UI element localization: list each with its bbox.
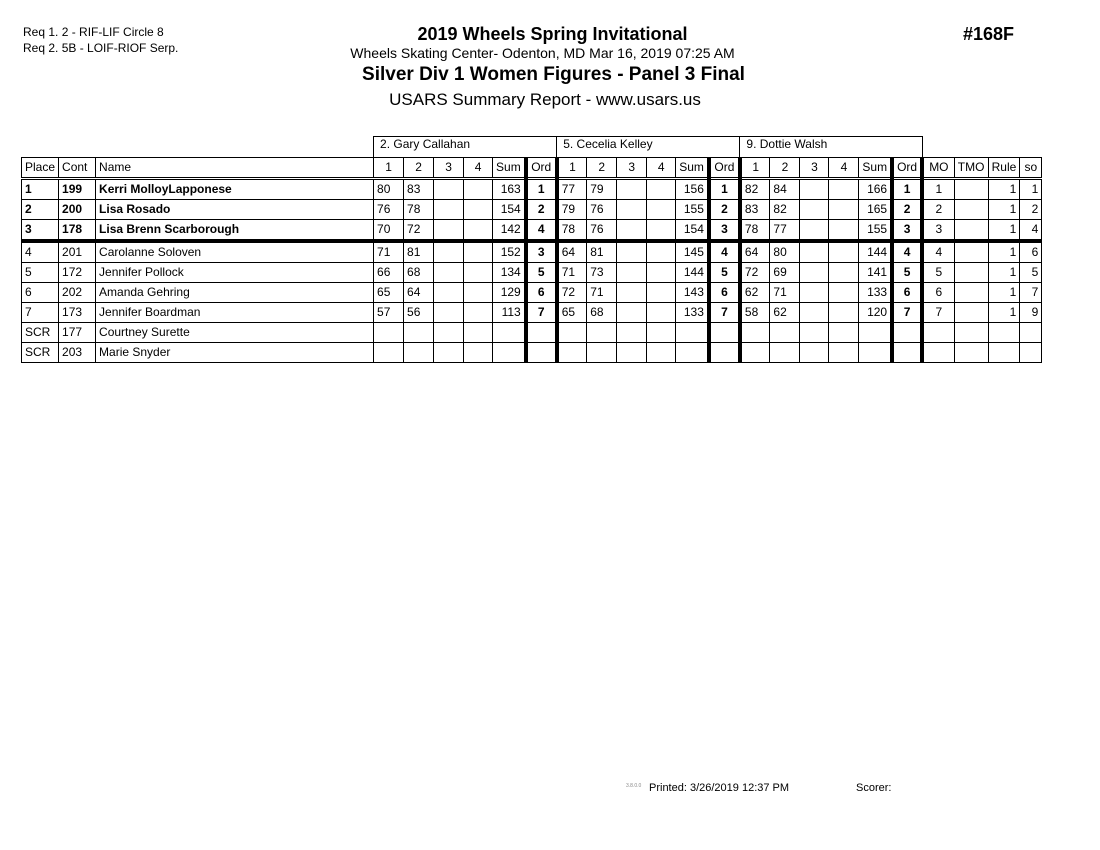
score-cell (647, 220, 676, 242)
sum-cell: 155 (859, 220, 892, 242)
sum-cell (493, 323, 526, 343)
ordinal-cell (709, 343, 740, 363)
mo-cell: 4 (922, 241, 954, 263)
score-cell: 82 (770, 200, 800, 220)
sum-cell: 144 (676, 263, 709, 283)
so-cell: 1 (1020, 179, 1042, 200)
col-j1-s4: 4 (464, 158, 493, 179)
cont-cell: 200 (59, 200, 96, 220)
score-cell (800, 303, 829, 323)
judge-header-row (22, 137, 1042, 158)
ordinal-cell: 7 (709, 303, 740, 323)
sum-cell: 120 (859, 303, 892, 323)
score-cell (617, 200, 647, 220)
score-cell (740, 343, 770, 363)
col-j2-sum: Sum (676, 158, 709, 179)
score-cell (647, 179, 676, 200)
score-cell: 71 (557, 263, 587, 283)
so-cell (1020, 343, 1042, 363)
sum-cell: 142 (493, 220, 526, 242)
score-cell (464, 303, 493, 323)
score-cell: 65 (557, 303, 587, 323)
score-cell (464, 241, 493, 263)
sum-cell (859, 323, 892, 343)
score-cell (829, 263, 859, 283)
score-cell: 73 (587, 263, 617, 283)
place-cell: SCR (22, 343, 59, 363)
ordinal-cell: 4 (709, 241, 740, 263)
score-cell: 72 (557, 283, 587, 303)
ordinal-cell: 2 (526, 200, 557, 220)
score-cell: 78 (557, 220, 587, 242)
score-cell (647, 323, 676, 343)
name-cell: Jennifer Pollock (96, 263, 374, 283)
score-cell: 80 (770, 241, 800, 263)
score-cell (404, 343, 434, 363)
score-cell (404, 323, 434, 343)
score-cell (647, 263, 676, 283)
tmo-cell (954, 343, 988, 363)
column-header-row (22, 158, 1042, 179)
ordinal-cell (892, 343, 922, 363)
score-cell (617, 179, 647, 200)
score-cell (557, 343, 587, 363)
tmo-cell (954, 200, 988, 220)
rule-cell (988, 323, 1020, 343)
event-title: 2019 Wheels Spring Invitational (417, 24, 688, 44)
score-cell: 65 (374, 283, 404, 303)
score-cell (434, 263, 464, 283)
score-cell (617, 220, 647, 242)
score-cell: 81 (404, 241, 434, 263)
sum-cell: 129 (493, 283, 526, 303)
score-cell: 72 (740, 263, 770, 283)
name-cell: Carolanne Soloven (96, 241, 374, 263)
name-cell: Lisa Brenn Scarborough (96, 220, 374, 242)
rule-cell: 1 (988, 263, 1020, 283)
place-cell: 4 (22, 241, 59, 263)
score-cell (800, 283, 829, 303)
ordinal-cell: 1 (892, 179, 922, 200)
score-cell: 71 (587, 283, 617, 303)
score-cell (829, 200, 859, 220)
score-cell (740, 323, 770, 343)
score-cell (647, 200, 676, 220)
so-cell: 6 (1020, 241, 1042, 263)
so-cell: 2 (1020, 200, 1042, 220)
score-cell: 76 (587, 200, 617, 220)
cont-cell: 177 (59, 323, 96, 343)
score-cell (617, 303, 647, 323)
score-cell (617, 343, 647, 363)
col-j1-s2: 2 (404, 158, 434, 179)
table-row (22, 323, 1042, 343)
score-cell (464, 179, 493, 200)
col-rule: Rule (988, 158, 1020, 179)
score-cell (617, 263, 647, 283)
col-j2-s3: 3 (617, 158, 647, 179)
col-j1-s3: 3 (434, 158, 464, 179)
score-cell (434, 200, 464, 220)
col-j3-ord: Ord (892, 158, 922, 179)
so-cell: 9 (1020, 303, 1042, 323)
place-cell: SCR (22, 323, 59, 343)
col-j3-s2: 2 (770, 158, 800, 179)
place-cell: 5 (22, 263, 59, 283)
score-cell: 57 (374, 303, 404, 323)
sum-cell: 156 (676, 179, 709, 200)
table-row (22, 343, 1042, 363)
mo-cell: 1 (922, 179, 954, 200)
name-cell: Jennifer Boardman (96, 303, 374, 323)
score-cell (647, 283, 676, 303)
score-cell: 78 (404, 200, 434, 220)
score-cell (647, 303, 676, 323)
score-cell: 70 (374, 220, 404, 242)
score-cell: 58 (740, 303, 770, 323)
score-cell (434, 179, 464, 200)
score-cell (829, 283, 859, 303)
score-cell (829, 241, 859, 263)
score-cell (617, 283, 647, 303)
venue-line: Wheels Skating Center- Odenton, MD Mar 16, 2019 07:25 AM (350, 45, 735, 61)
score-cell (800, 220, 829, 242)
col-j2-s4: 4 (647, 158, 676, 179)
rule-cell: 1 (988, 283, 1020, 303)
score-cell (800, 263, 829, 283)
col-cont: Cont (59, 158, 96, 179)
table-row (22, 220, 1042, 242)
score-cell: 76 (587, 220, 617, 242)
score-cell: 77 (557, 179, 587, 200)
score-cell: 56 (404, 303, 434, 323)
ordinal-cell: 4 (892, 241, 922, 263)
score-cell: 62 (770, 303, 800, 323)
printed-timestamp: Printed: 3/26/2019 12:37 PM (649, 782, 790, 794)
so-cell (1020, 323, 1042, 343)
tmo-cell (954, 303, 988, 323)
col-j3-s4: 4 (829, 158, 859, 179)
ordinal-cell: 7 (526, 303, 557, 323)
rule-cell: 1 (988, 303, 1020, 323)
name-cell: Kerri MolloyLapponese (96, 179, 374, 200)
mo-cell (922, 323, 954, 343)
score-cell (587, 323, 617, 343)
score-cell: 64 (740, 241, 770, 263)
table-row (22, 200, 1042, 220)
results-table (21, 136, 1042, 363)
sum-cell: 133 (859, 283, 892, 303)
ordinal-cell: 3 (526, 241, 557, 263)
col-j1-s1: 1 (374, 158, 404, 179)
mo-cell: 3 (922, 220, 954, 242)
score-cell: 83 (740, 200, 770, 220)
score-cell: 69 (770, 263, 800, 283)
ordinal-cell: 5 (709, 263, 740, 283)
cont-cell: 199 (59, 179, 96, 200)
requirement-2: Req 2. 5B - LOIF-RIOF Serp. (23, 41, 179, 55)
score-cell (829, 220, 859, 242)
ordinal-cell (526, 323, 557, 343)
mo-cell (922, 343, 954, 363)
sum-cell: 143 (676, 283, 709, 303)
col-j3-sum: Sum (859, 158, 892, 179)
version-label: 3.8.0.0 (626, 783, 642, 789)
sum-cell: 133 (676, 303, 709, 323)
score-cell (770, 323, 800, 343)
ordinal-cell: 6 (526, 283, 557, 303)
ordinal-cell: 1 (709, 179, 740, 200)
score-cell: 76 (374, 200, 404, 220)
score-cell: 78 (740, 220, 770, 242)
score-cell (464, 263, 493, 283)
mo-cell: 5 (922, 263, 954, 283)
sum-cell: 155 (676, 200, 709, 220)
tmo-cell (954, 263, 988, 283)
cont-cell: 173 (59, 303, 96, 323)
table-row (22, 241, 1042, 263)
score-cell (587, 343, 617, 363)
score-cell (617, 323, 647, 343)
sum-cell: 134 (493, 263, 526, 283)
score-cell: 79 (587, 179, 617, 200)
score-cell (829, 303, 859, 323)
cont-cell: 172 (59, 263, 96, 283)
place-cell: 3 (22, 220, 59, 242)
col-j2-ord: Ord (709, 158, 740, 179)
score-cell (800, 200, 829, 220)
ordinal-cell: 1 (526, 179, 557, 200)
score-cell: 80 (374, 179, 404, 200)
score-cell (434, 283, 464, 303)
name-cell: Lisa Rosado (96, 200, 374, 220)
requirement-1: Req 1. 2 - RIF-LIF Circle 8 (23, 25, 164, 39)
ordinal-cell: 7 (892, 303, 922, 323)
ordinal-cell (709, 323, 740, 343)
score-cell (829, 179, 859, 200)
sum-cell: 165 (859, 200, 892, 220)
name-cell: Marie Snyder (96, 343, 374, 363)
col-so: so (1020, 158, 1042, 179)
judge-3-name: 9. Dottie Walsh (740, 137, 922, 158)
score-cell (464, 283, 493, 303)
score-cell (374, 343, 404, 363)
sum-cell: 145 (676, 241, 709, 263)
cont-cell: 202 (59, 283, 96, 303)
sum-cell: 141 (859, 263, 892, 283)
score-cell (374, 323, 404, 343)
rule-cell: 1 (988, 179, 1020, 200)
score-cell (617, 241, 647, 263)
so-cell: 7 (1020, 283, 1042, 303)
score-cell: 64 (557, 241, 587, 263)
so-cell: 5 (1020, 263, 1042, 283)
tmo-cell (954, 283, 988, 303)
score-cell (800, 343, 829, 363)
table-row (22, 283, 1042, 303)
ordinal-cell: 2 (709, 200, 740, 220)
rule-cell (988, 343, 1020, 363)
sum-cell: 152 (493, 241, 526, 263)
score-cell (800, 179, 829, 200)
score-cell (464, 200, 493, 220)
sum-cell: 113 (493, 303, 526, 323)
tmo-cell (954, 241, 988, 263)
score-cell (647, 241, 676, 263)
sum-cell: 163 (493, 179, 526, 200)
score-cell (434, 323, 464, 343)
mo-cell: 6 (922, 283, 954, 303)
score-cell (464, 323, 493, 343)
score-cell: 72 (404, 220, 434, 242)
judge-2-name: 5. Cecelia Kelley (557, 137, 740, 158)
score-cell (464, 220, 493, 242)
score-cell (434, 303, 464, 323)
sum-cell (676, 343, 709, 363)
score-cell (800, 323, 829, 343)
ordinal-cell (892, 323, 922, 343)
place-cell: 1 (22, 179, 59, 200)
col-j3-s1: 1 (740, 158, 770, 179)
score-cell: 64 (404, 283, 434, 303)
score-cell (434, 343, 464, 363)
tmo-cell (954, 220, 988, 242)
rule-cell: 1 (988, 220, 1020, 242)
cont-cell: 178 (59, 220, 96, 242)
tmo-cell (954, 323, 988, 343)
ordinal-cell (526, 343, 557, 363)
score-cell: 81 (587, 241, 617, 263)
sum-cell: 166 (859, 179, 892, 200)
mo-cell: 7 (922, 303, 954, 323)
score-cell (800, 241, 829, 263)
col-j1-sum: Sum (493, 158, 526, 179)
score-cell: 71 (770, 283, 800, 303)
place-cell: 6 (22, 283, 59, 303)
score-cell: 83 (404, 179, 434, 200)
sum-cell: 154 (676, 220, 709, 242)
sum-cell: 154 (493, 200, 526, 220)
ordinal-cell: 6 (892, 283, 922, 303)
score-cell: 77 (770, 220, 800, 242)
cont-cell: 203 (59, 343, 96, 363)
table-row (22, 263, 1042, 283)
ordinal-cell: 5 (892, 263, 922, 283)
score-cell: 66 (374, 263, 404, 283)
score-cell: 79 (557, 200, 587, 220)
cont-cell: 201 (59, 241, 96, 263)
score-cell (464, 343, 493, 363)
col-name: Name (96, 158, 374, 179)
col-j2-s1: 1 (557, 158, 587, 179)
tmo-cell (954, 179, 988, 200)
score-cell (829, 323, 859, 343)
score-cell (647, 343, 676, 363)
report-line: USARS Summary Report - www.usars.us (389, 90, 701, 109)
name-cell: Amanda Gehring (96, 283, 374, 303)
so-cell: 4 (1020, 220, 1042, 242)
name-cell: Courtney Surette (96, 323, 374, 343)
place-cell: 7 (22, 303, 59, 323)
score-cell: 71 (374, 241, 404, 263)
rule-cell: 1 (988, 200, 1020, 220)
scorer-label: Scorer: (856, 782, 892, 794)
col-j3-s3: 3 (800, 158, 829, 179)
ordinal-cell: 3 (892, 220, 922, 242)
judge-1-name: 2. Gary Callahan (374, 137, 557, 158)
score-cell: 68 (404, 263, 434, 283)
place-cell: 2 (22, 200, 59, 220)
table-row (22, 303, 1042, 323)
sum-cell (676, 323, 709, 343)
ordinal-cell: 3 (709, 220, 740, 242)
ordinal-cell: 4 (526, 220, 557, 242)
sum-cell: 144 (859, 241, 892, 263)
table-row (22, 179, 1042, 200)
score-cell (557, 323, 587, 343)
score-cell: 82 (740, 179, 770, 200)
col-tmo: TMO (954, 158, 988, 179)
event-name: Silver Div 1 Women Figures - Panel 3 Final (362, 64, 745, 85)
score-cell (434, 220, 464, 242)
score-cell: 84 (770, 179, 800, 200)
ordinal-cell: 2 (892, 200, 922, 220)
sum-cell (493, 343, 526, 363)
event-number: #168F (963, 24, 1015, 44)
score-cell: 68 (587, 303, 617, 323)
col-j1-ord: Ord (526, 158, 557, 179)
sum-cell (859, 343, 892, 363)
ordinal-cell: 6 (709, 283, 740, 303)
score-cell (829, 343, 859, 363)
col-place: Place (22, 158, 59, 179)
mo-cell: 2 (922, 200, 954, 220)
col-j2-s2: 2 (587, 158, 617, 179)
rule-cell: 1 (988, 241, 1020, 263)
score-cell: 62 (740, 283, 770, 303)
score-cell (434, 241, 464, 263)
col-mo: MO (922, 158, 954, 179)
ordinal-cell: 5 (526, 263, 557, 283)
score-cell (770, 343, 800, 363)
